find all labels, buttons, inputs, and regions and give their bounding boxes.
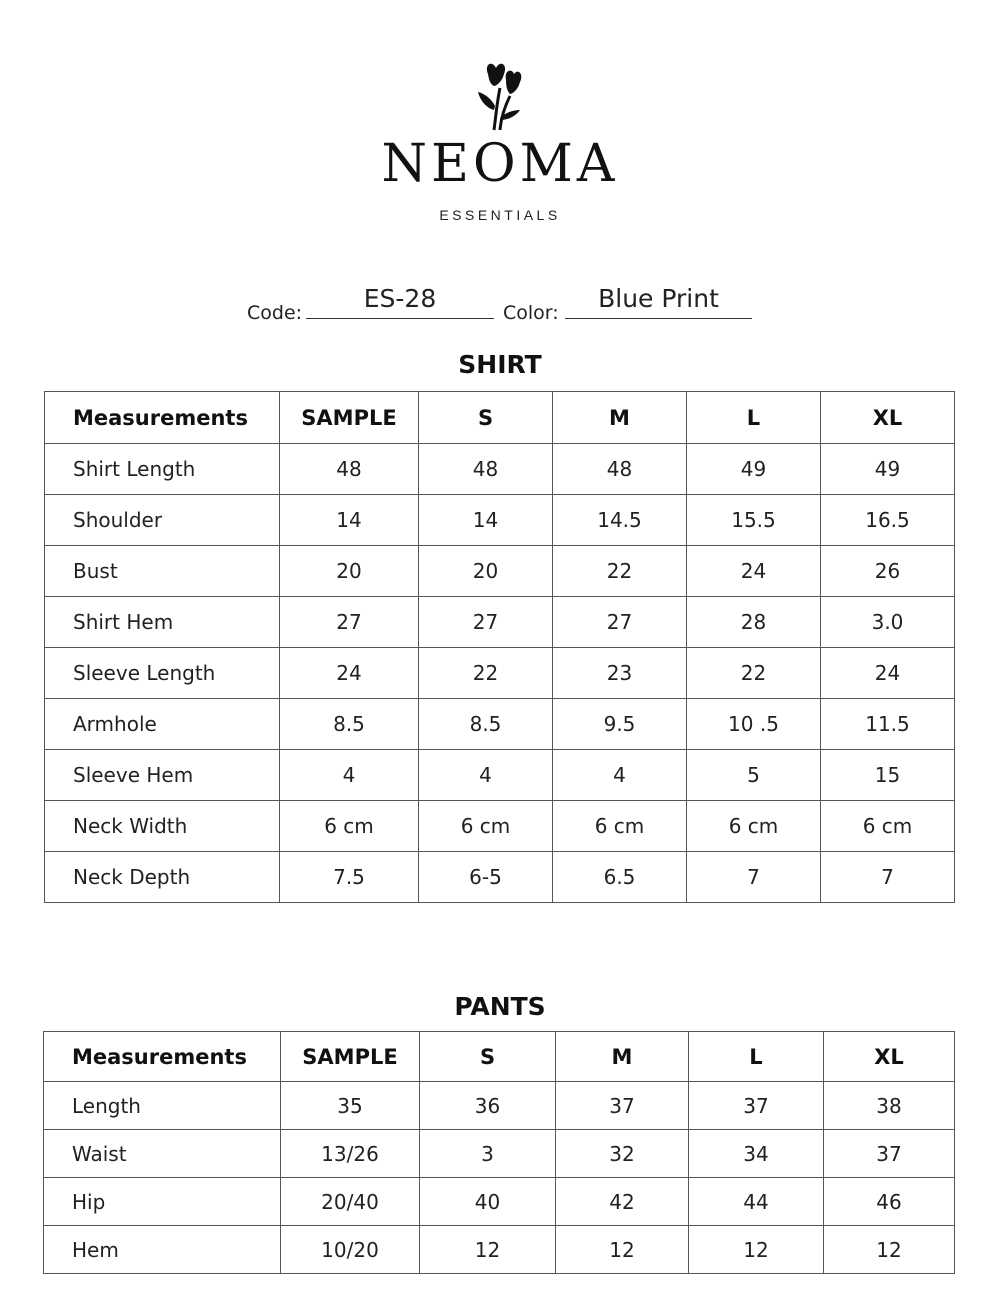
column-header: L — [689, 1032, 824, 1082]
column-header: S — [419, 392, 553, 444]
measurement-value: 15.5 — [687, 495, 821, 546]
measurement-value: 49 — [821, 444, 955, 495]
measurement-value: 14 — [280, 495, 419, 546]
column-header: XL — [821, 392, 955, 444]
measurement-value: 6.5 — [553, 852, 687, 903]
measurement-label: Shoulder — [45, 495, 280, 546]
shirt-size-table — [44, 391, 955, 903]
measurement-value: 20/40 — [281, 1178, 420, 1226]
table-row — [45, 648, 955, 699]
measurement-value: 24 — [280, 648, 419, 699]
measurement-value: 20 — [419, 546, 553, 597]
measurement-value: 38 — [824, 1082, 955, 1130]
measurement-value: 27 — [553, 597, 687, 648]
measurement-value: 32 — [556, 1130, 689, 1178]
measurement-value: 20 — [280, 546, 419, 597]
measurement-label: Sleeve Hem — [45, 750, 280, 801]
column-header: Measurements — [45, 392, 280, 444]
measurement-value: 7 — [687, 852, 821, 903]
measurement-value: 22 — [687, 648, 821, 699]
measurement-value: 7.5 — [280, 852, 419, 903]
measurement-value: 34 — [689, 1130, 824, 1178]
table-row — [44, 1130, 955, 1178]
measurement-value: 48 — [280, 444, 419, 495]
column-header: S — [420, 1032, 556, 1082]
table-header-row — [45, 392, 955, 444]
measurement-value: 12 — [824, 1226, 955, 1274]
measurement-label: Bust — [45, 546, 280, 597]
measurement-label: Sleeve Length — [45, 648, 280, 699]
measurement-value: 27 — [280, 597, 419, 648]
table-header-row — [44, 1032, 955, 1082]
measurement-value: 24 — [821, 648, 955, 699]
table-row — [44, 1226, 955, 1274]
color-label: Color: — [503, 302, 559, 324]
table-row — [44, 1082, 955, 1130]
measurement-value: 3 — [420, 1130, 556, 1178]
table-row — [45, 699, 955, 750]
color-value: Blue Print — [565, 284, 752, 319]
measurement-value: 6-5 — [419, 852, 553, 903]
code-value: ES-28 — [306, 284, 494, 319]
measurement-value: 6 cm — [280, 801, 419, 852]
table-row — [45, 801, 955, 852]
table-row — [45, 750, 955, 801]
brand-logo — [0, 60, 1000, 132]
measurement-value: 6 cm — [419, 801, 553, 852]
column-header: SAMPLE — [280, 392, 419, 444]
tulip-icon — [470, 60, 530, 132]
measurement-value: 16.5 — [821, 495, 955, 546]
measurement-value: 10/20 — [281, 1226, 420, 1274]
column-header: XL — [824, 1032, 955, 1082]
code-label: Code: — [247, 302, 303, 324]
measurement-label: Length — [44, 1082, 281, 1130]
measurement-value: 11.5 — [821, 699, 955, 750]
measurement-value: 35 — [281, 1082, 420, 1130]
measurement-label: Shirt Hem — [45, 597, 280, 648]
measurement-label: Hem — [44, 1226, 281, 1274]
measurement-value: 10 .5 — [687, 699, 821, 750]
measurement-value: 8.5 — [280, 699, 419, 750]
measurement-value: 46 — [824, 1178, 955, 1226]
measurement-value: 6 cm — [821, 801, 955, 852]
measurement-value: 9.5 — [553, 699, 687, 750]
measurement-value: 40 — [420, 1178, 556, 1226]
measurement-value: 8.5 — [419, 699, 553, 750]
column-header: L — [687, 392, 821, 444]
measurement-value: 23 — [553, 648, 687, 699]
brand-tagline: ESSENTIALS — [439, 207, 561, 223]
table-row — [45, 852, 955, 903]
measurement-value: 14.5 — [553, 495, 687, 546]
measurement-value: 22 — [419, 648, 553, 699]
measurement-value: 48 — [553, 444, 687, 495]
measurement-value: 27 — [419, 597, 553, 648]
table-row — [45, 495, 955, 546]
table-row — [45, 444, 955, 495]
measurement-value: 5 — [687, 750, 821, 801]
measurement-value: 14 — [419, 495, 553, 546]
pants-title: PANTS — [454, 992, 546, 1021]
measurement-value: 37 — [824, 1130, 955, 1178]
measurement-value: 6 cm — [553, 801, 687, 852]
measurement-label: Waist — [44, 1130, 281, 1178]
measurement-label: Hip — [44, 1178, 281, 1226]
measurement-value: 15 — [821, 750, 955, 801]
measurement-value: 24 — [687, 546, 821, 597]
measurement-label: Shirt Length — [45, 444, 280, 495]
measurement-value: 6 cm — [687, 801, 821, 852]
measurement-value: 42 — [556, 1178, 689, 1226]
pants-size-table — [43, 1031, 955, 1274]
column-header: SAMPLE — [281, 1032, 420, 1082]
column-header: Measurements — [44, 1032, 281, 1082]
measurement-value: 28 — [687, 597, 821, 648]
measurement-value: 13/26 — [281, 1130, 420, 1178]
measurement-value: 4 — [280, 750, 419, 801]
measurement-value: 12 — [689, 1226, 824, 1274]
measurement-value: 12 — [556, 1226, 689, 1274]
measurement-value: 48 — [419, 444, 553, 495]
column-header: M — [553, 392, 687, 444]
table-row — [45, 546, 955, 597]
table-row — [45, 597, 955, 648]
measurement-value: 26 — [821, 546, 955, 597]
measurement-label: Armhole — [45, 699, 280, 750]
measurement-value: 36 — [420, 1082, 556, 1130]
shirt-title: SHIRT — [458, 350, 542, 379]
brand-name: NEOMA — [381, 134, 619, 194]
measurement-value: 4 — [419, 750, 553, 801]
measurement-value: 44 — [689, 1178, 824, 1226]
measurement-value: 12 — [420, 1226, 556, 1274]
measurement-value: 22 — [553, 546, 687, 597]
measurement-value: 7 — [821, 852, 955, 903]
measurement-value: 49 — [687, 444, 821, 495]
measurement-label: Neck Depth — [45, 852, 280, 903]
table-row — [44, 1178, 955, 1226]
measurement-label: Neck Width — [45, 801, 280, 852]
column-header: M — [556, 1032, 689, 1082]
measurement-value: 3.0 — [821, 597, 955, 648]
measurement-value: 4 — [553, 750, 687, 801]
measurement-value: 37 — [556, 1082, 689, 1130]
measurement-value: 37 — [689, 1082, 824, 1130]
